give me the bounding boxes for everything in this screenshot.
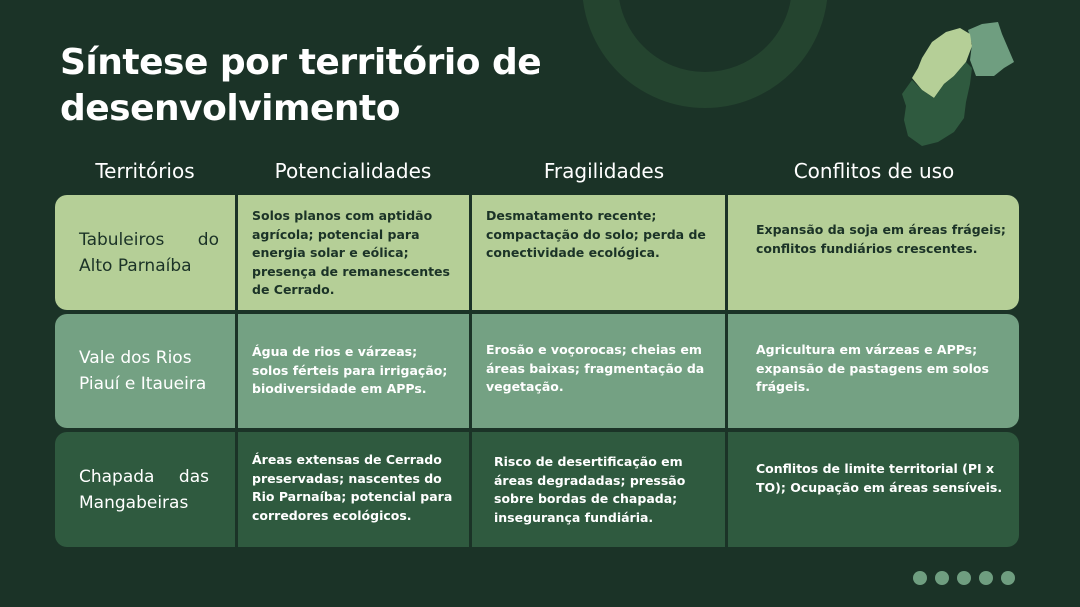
cell-territorio: Chapada das Mangabeiras [79,466,209,513]
cell-conflitos: Conflitos de limite territorial (PI x TO); Ocupação em áreas sensíveis. [725,432,1019,547]
table-row [55,195,1019,310]
cell-territorio: Tabuleiros do Alto Parnaíba [79,229,219,276]
table-row [55,432,1019,547]
cell-potencialidades: Água de rios e várzeas; solos férteis para irrigação; biodiversidade em APPs. [235,314,469,428]
page-title: Síntese por território de desenvolvimento [60,42,542,129]
cell-potencialidades: Áreas extensas de Cerrado preservadas; nascentes do Rio Parnaíba; potencial para corredores ecológicos. [235,432,469,547]
cell-potencialidades: Solos planos com aptidão agrícola; potencial para energia solar e eólica; presença de remanescentes de Cerrado. [235,195,469,310]
cell-fragilidades: Risco de desertificação em áreas degradadas; pressão sobre bordas de chapada; insegurança fundiária. [469,432,725,547]
pagination-dot[interactable] [957,571,971,585]
header-potencialidades: Potencialidades [274,159,432,183]
header-fragilidades: Fragilidades [543,159,665,183]
territory-map-icon [898,20,1018,148]
header-conflitos: Conflitos de uso [793,159,955,183]
pagination-dot[interactable] [979,571,993,585]
cell-territorio: Vale dos Rios Piauí e Itaueira [79,348,207,394]
table-row [55,314,1019,428]
cell-fragilidades: Desmatamento recente; compactação do solo; perda de conectividade ecológica. [469,195,725,310]
header-territorios: Territórios [95,159,195,183]
cell-conflitos: Expansão da soja em áreas frágeis; conflitos fundiários crescentes. [725,195,1019,310]
cell-conflitos: Agricultura em várzeas e APPs; expansão de pastagens em solos frágeis. [725,314,1019,428]
pagination-dot[interactable] [1001,571,1015,585]
pagination-dot[interactable] [935,571,949,585]
pagination-dots [913,571,1015,585]
pagination-dot[interactable] [913,571,927,585]
cell-fragilidades: Erosão e voçorocas; cheias em áreas baixas; fragmentação da vegetação. [469,314,725,428]
